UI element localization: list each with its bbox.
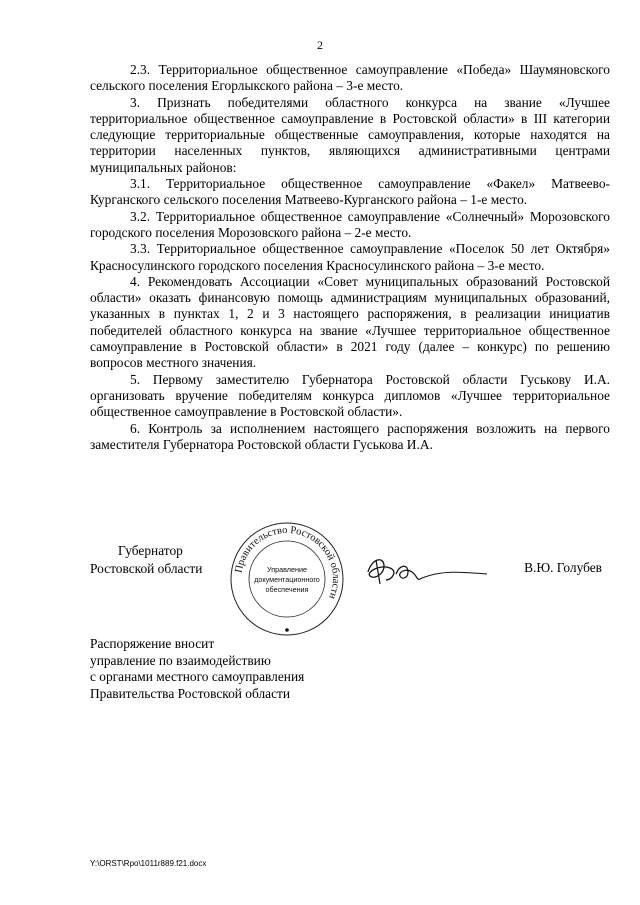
seal-center-line1: Управление [267, 565, 307, 574]
page-number: 2 [317, 38, 323, 52]
footer-note-line1: Распоряжение вносит [90, 636, 215, 651]
official-seal [228, 520, 346, 638]
seal-center-line3: обеспечения [265, 585, 309, 594]
paragraph-3-2: 3.2. Территориальное общественное самоуправление «Солнечный» Морозовского городского поселения Морозовского района – 2-е место. [90, 208, 610, 240]
footer-note [90, 636, 304, 702]
handwritten-signature [362, 550, 502, 590]
paragraph-2-3: 2.3. Территориальное общественное самоуправление «Победа» Шаумяновского сельского поселения Егорлыкского района – 3-е место. [90, 62, 610, 94]
seal-ring-text: Правительство Ростовской области [233, 524, 342, 601]
document-body [90, 62, 610, 453]
paragraph-3-3: 3.3. Территориальное общественное самоуправление «Поселок 50 лет Октября» Красносулинского городского поселения Красносулинского района – 3-е место. [90, 241, 610, 273]
paragraph-6: 6. Контроль за исполнением настоящего распоряжения возложить на первого заместителя Губернатора Ростовской области Гуськова И.А. [90, 420, 610, 452]
footer-note-line3: с органами местного самоуправления [90, 669, 305, 684]
paragraph-3-1: 3.1. Территориальное общественное самоуправление «Факел» Матвеево-Курганского сельского поселения Матвеево-Курганского района – 1-е место. [90, 176, 610, 208]
paragraph-4: 4. Рекомендовать Ассоциации «Совет муниципальных образований Ростовской области» оказать финансовую помощь администрациям муниципальных образований, указанных в пунктах 1, 2 и 3 настоящего распоряжения, в реализации инициатив победителей областного конкурса на звание «Лучшее территориальное общественное самоуправление в Ростовской области» в 2021 году (далее – конкурс) по решению вопросов местного значения. [90, 273, 610, 371]
signature-block [90, 520, 610, 640]
paragraph-3: 3. Признать победителями областного конкурса на звание «Лучшее территориальное общественное самоуправление в Ростовской области» в III категории следующие территориальные общественные самоуправления, которые находятся на территории населенных пунктов, являющихся административными центрами муниципальных районов: [90, 94, 610, 175]
footer-note-line4: Правительства Ростовской области [90, 685, 291, 701]
seal-center-line2: документационного [254, 575, 320, 584]
signer-title-line2: Ростовской области [90, 561, 203, 576]
paragraph-5: 5. Первому заместителю Губернатора Ростовской области Гуськову И.А. организовать вручение победителям конкурса дипломов «Лучшее территориальное общественное самоуправление в Ростовской области». [90, 371, 610, 420]
footer-note-line2: управление по взаимодействию [90, 652, 271, 668]
signer-name: В.Ю. Голубев [524, 560, 602, 575]
signer-title-line1: Губернатор [118, 543, 183, 558]
file-path: Y:\ORST\Rpo\1011r889.f21.docx [90, 859, 207, 868]
signer-title [90, 542, 202, 578]
